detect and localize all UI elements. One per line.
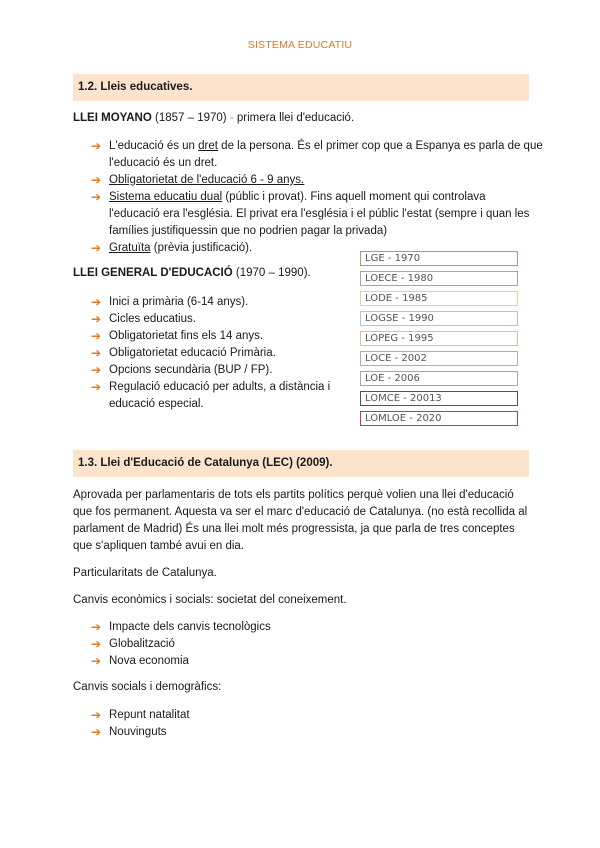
law-label: LOECE - 1980 bbox=[365, 273, 434, 284]
text: L'educació és un bbox=[109, 140, 199, 152]
law-box-lge bbox=[360, 251, 518, 266]
law-label: LOGSE - 1990 bbox=[365, 313, 434, 324]
arrow-icon: ➔ bbox=[91, 346, 102, 360]
law-label: LOMCE - 20013 bbox=[365, 393, 442, 404]
arrow-icon: ➔ bbox=[91, 380, 102, 394]
arrow-icon: ➔ bbox=[91, 725, 102, 739]
text: de la persona. És el primer cop que a Espanya es parla de que bbox=[217, 140, 543, 152]
arrow-icon: ➔ bbox=[91, 173, 102, 187]
law-box-lomloe bbox=[360, 411, 518, 426]
paragraph-line: que fos permanent. Aquesta va ser el marc d'educació de Catalunya. (no està recollida al bbox=[73, 506, 528, 518]
arrow-icon: ➔ bbox=[91, 637, 102, 651]
section-heading-lleis bbox=[73, 74, 529, 101]
section-title: 1.3. Llei d'Educació de Catalunya (LEC) (2009). bbox=[78, 457, 333, 469]
list-item: Inici a primària (6-14 anys). bbox=[109, 296, 249, 308]
list-item: Nova economia bbox=[109, 655, 189, 667]
list-item: Cicles educatius. bbox=[109, 313, 196, 325]
arrow-icon: ➔ bbox=[91, 139, 102, 153]
dash: - bbox=[229, 112, 234, 124]
arrow-icon: ➔ bbox=[91, 295, 102, 309]
moyano-heading bbox=[73, 112, 354, 124]
canvis-socials-text: Canvis socials i demogràfics: bbox=[73, 681, 222, 693]
law-label: LOCE - 2002 bbox=[365, 353, 427, 364]
text-underlined: Gratuïta bbox=[109, 242, 151, 254]
list-item: Impacte dels canvis tecnològics bbox=[109, 621, 271, 633]
list-item: Globalització bbox=[109, 638, 175, 650]
law-label: LGE - 1970 bbox=[365, 253, 421, 264]
law-years: (1857 – 1970) bbox=[155, 112, 227, 124]
list-item: Obligatorietat de l'educació 6 - 9 anys. bbox=[109, 174, 305, 186]
arrow-icon: ➔ bbox=[91, 363, 102, 377]
law-box-lopeg bbox=[360, 331, 518, 346]
list-item-continued: educació especial. bbox=[109, 398, 204, 410]
list-item: Nouvinguts bbox=[109, 726, 167, 738]
law-box-lode bbox=[360, 291, 518, 306]
text-underlined: dret bbox=[198, 140, 218, 152]
list-item-continued: l'educació era l'església. El privat era l'església i el públic l'estat (sempre i quan les bbox=[109, 208, 530, 220]
paragraph-line: que s'apliquen també avui en dia. bbox=[73, 540, 244, 552]
arrow-icon: ➔ bbox=[91, 620, 102, 634]
list-item: Obligatorietat educació Primària. bbox=[109, 347, 276, 359]
list-item: Obligatorietat fins els 14 anys. bbox=[109, 330, 264, 342]
arrow-icon: ➔ bbox=[91, 190, 102, 204]
lec-paragraph bbox=[73, 487, 529, 555]
section-heading-lec bbox=[73, 450, 529, 477]
law-box-lomce bbox=[360, 391, 518, 406]
law-box-loece bbox=[360, 271, 518, 286]
list-item-continued: famílies justifiquessin que no podrien pagar la privada) bbox=[109, 225, 388, 237]
law-box-logse bbox=[360, 311, 518, 326]
law-name: LLEI MOYANO bbox=[73, 112, 152, 124]
list-item: Repunt natalitat bbox=[109, 709, 190, 721]
law-name: LLEI GENERAL D'EDUCACIÓ bbox=[73, 267, 233, 279]
list-item-continued: l'educació és un dret. bbox=[109, 157, 218, 169]
arrow-icon: ➔ bbox=[91, 241, 102, 255]
text: (públic i provat). Fins aquell moment qui controlava bbox=[222, 191, 486, 203]
particularitats-text: Particularitats de Catalunya. bbox=[73, 567, 217, 579]
document-title: SISTEMA EDUCATIU bbox=[247, 39, 353, 51]
law-label: LOMLOE - 2020 bbox=[365, 413, 442, 424]
list-item bbox=[109, 191, 486, 203]
lge-heading bbox=[73, 267, 311, 279]
law-desc: primera llei d'educació. bbox=[236, 112, 355, 124]
law-label: LODE - 1985 bbox=[365, 293, 428, 304]
canvis-economics-text: Canvis econòmics i socials: societat del coneixement. bbox=[73, 594, 347, 606]
law-label: LOPEG - 1995 bbox=[365, 333, 434, 344]
arrow-icon: ➔ bbox=[91, 708, 102, 722]
list-item bbox=[109, 140, 543, 152]
law-box-loe bbox=[360, 371, 518, 386]
text-underlined: Sistema educatiu dual bbox=[109, 191, 223, 203]
paragraph-line: Aprovada per parlamentaris de tots els partits polítics perquè volien una llei d'educació bbox=[73, 489, 514, 501]
law-label: LOE - 2006 bbox=[365, 373, 420, 384]
arrow-icon: ➔ bbox=[91, 329, 102, 343]
law-box-loce bbox=[360, 351, 518, 366]
list-item: Regulació educació per adults, a distància i bbox=[109, 381, 331, 393]
section-title: 1.2. Lleis educatives. bbox=[78, 81, 193, 93]
list-item bbox=[109, 242, 252, 254]
text: (prèvia justificació). bbox=[150, 242, 253, 254]
list-item: Opcions secundària (BUP / FP). bbox=[109, 364, 273, 376]
law-years: (1970 – 1990). bbox=[235, 267, 311, 279]
paragraph-line: parlament de Madrid) És una llei molt més progressista, ja que parla de tres conceptes bbox=[73, 523, 515, 535]
arrow-icon: ➔ bbox=[91, 312, 102, 326]
arrow-icon: ➔ bbox=[91, 654, 102, 668]
